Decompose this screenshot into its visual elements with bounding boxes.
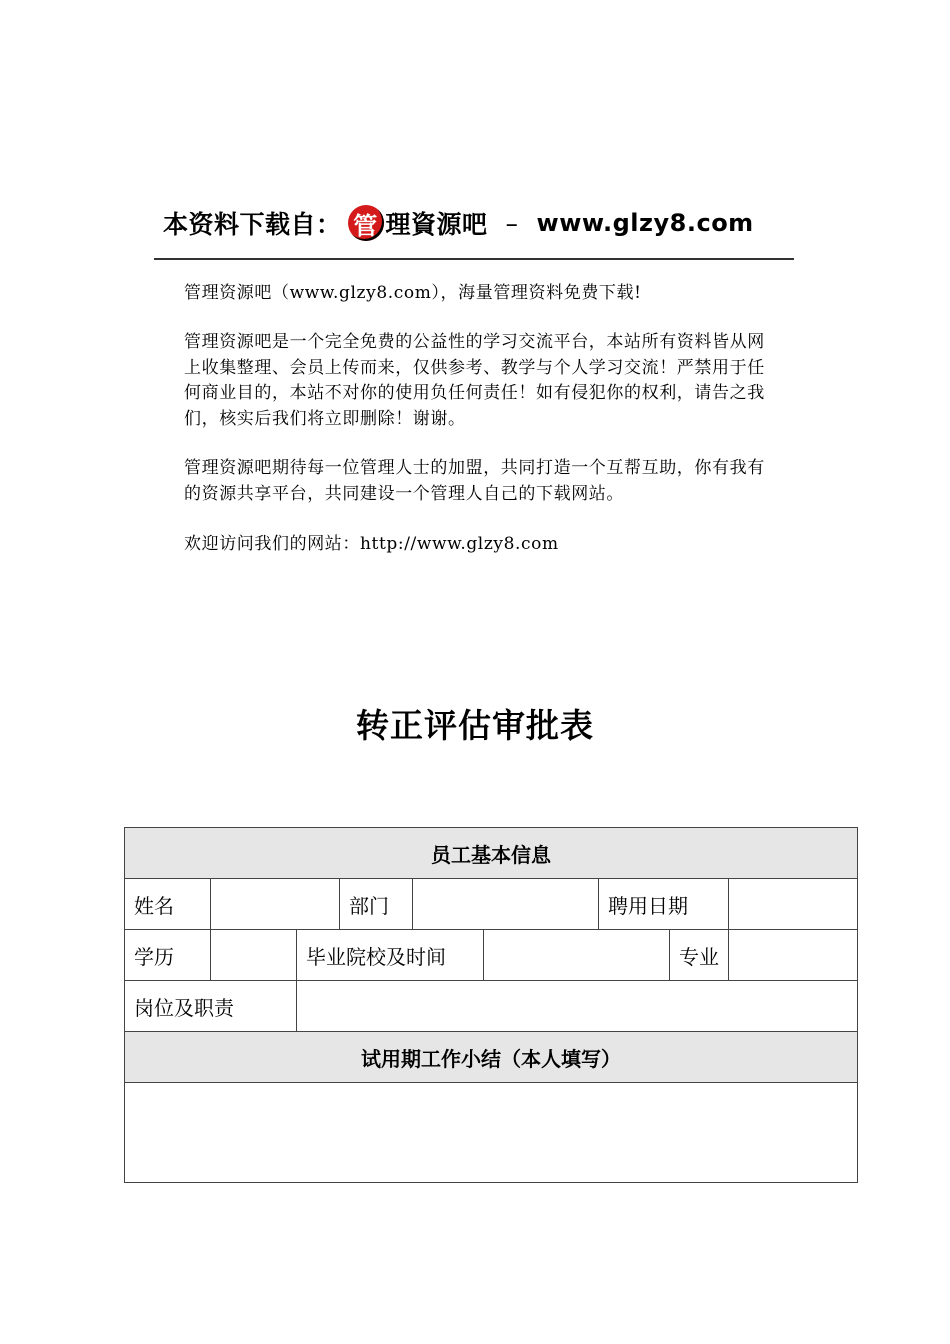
intro-paragraph-1: 管理资源吧（www.glzy8.com），海量管理资料免费下载!: [184, 283, 642, 303]
hire-date-field[interactable]: [729, 879, 858, 930]
dept-field[interactable]: [413, 879, 599, 930]
banner-prefix: 本资料下载自：: [163, 210, 342, 239]
document-title: 转正评估审批表: [356, 706, 594, 745]
download-source-banner: [163, 200, 803, 246]
name-label: 姓名: [125, 879, 211, 930]
major-field[interactable]: [729, 930, 858, 981]
probation-approval-form: [124, 827, 858, 1183]
school-label: 毕业院校及时间: [297, 930, 484, 981]
site-logo-icon: 管: [348, 205, 384, 241]
form-row-name-dept-date: [125, 879, 858, 930]
intro-website-line: 欢迎访问我们的网站：http://www.glzy8.com: [184, 534, 559, 554]
section-basic-info-header: 员工基本信息: [125, 828, 858, 879]
education-label: 学历: [125, 930, 211, 981]
section-probation-summary-header: 试用期工作小结（本人填写）: [125, 1032, 858, 1083]
dept-label: 部门: [340, 879, 413, 930]
hire-date-label: 聘用日期: [599, 879, 729, 930]
probation-summary-field[interactable]: [125, 1083, 858, 1183]
school-field[interactable]: [484, 930, 670, 981]
major-label: 专业: [670, 930, 729, 981]
form-row-education: [125, 930, 858, 981]
position-field[interactable]: [297, 981, 858, 1032]
form-row-position: [125, 981, 858, 1032]
banner-divider: [154, 258, 794, 260]
name-field[interactable]: [211, 879, 340, 930]
intro-paragraph-2: 管理资源吧是一个完全免费的公益性的学习交流平台，本站所有资料皆从网上收集整理、会员上传而来，仅供参考、教学与个人学习交流！严禁用于任何商业目的，本站不对你的使用负任何责任！如有侵犯你的权利，请告之我们，核实后我们将立即删除！谢谢。: [184, 332, 765, 429]
banner-dash: –: [505, 208, 519, 238]
banner-url[interactable]: www.glzy8.com: [536, 209, 754, 237]
intro-paragraph-3: 管理资源吧期待每一位管理人士的加盟，共同打造一个互帮互助，你有我有的资源共享平台，共同建设一个管理人自己的下载网站。: [184, 458, 765, 504]
banner-site-name: 理資源吧: [385, 210, 488, 239]
position-label: 岗位及职责: [125, 981, 297, 1032]
education-field[interactable]: [211, 930, 297, 981]
